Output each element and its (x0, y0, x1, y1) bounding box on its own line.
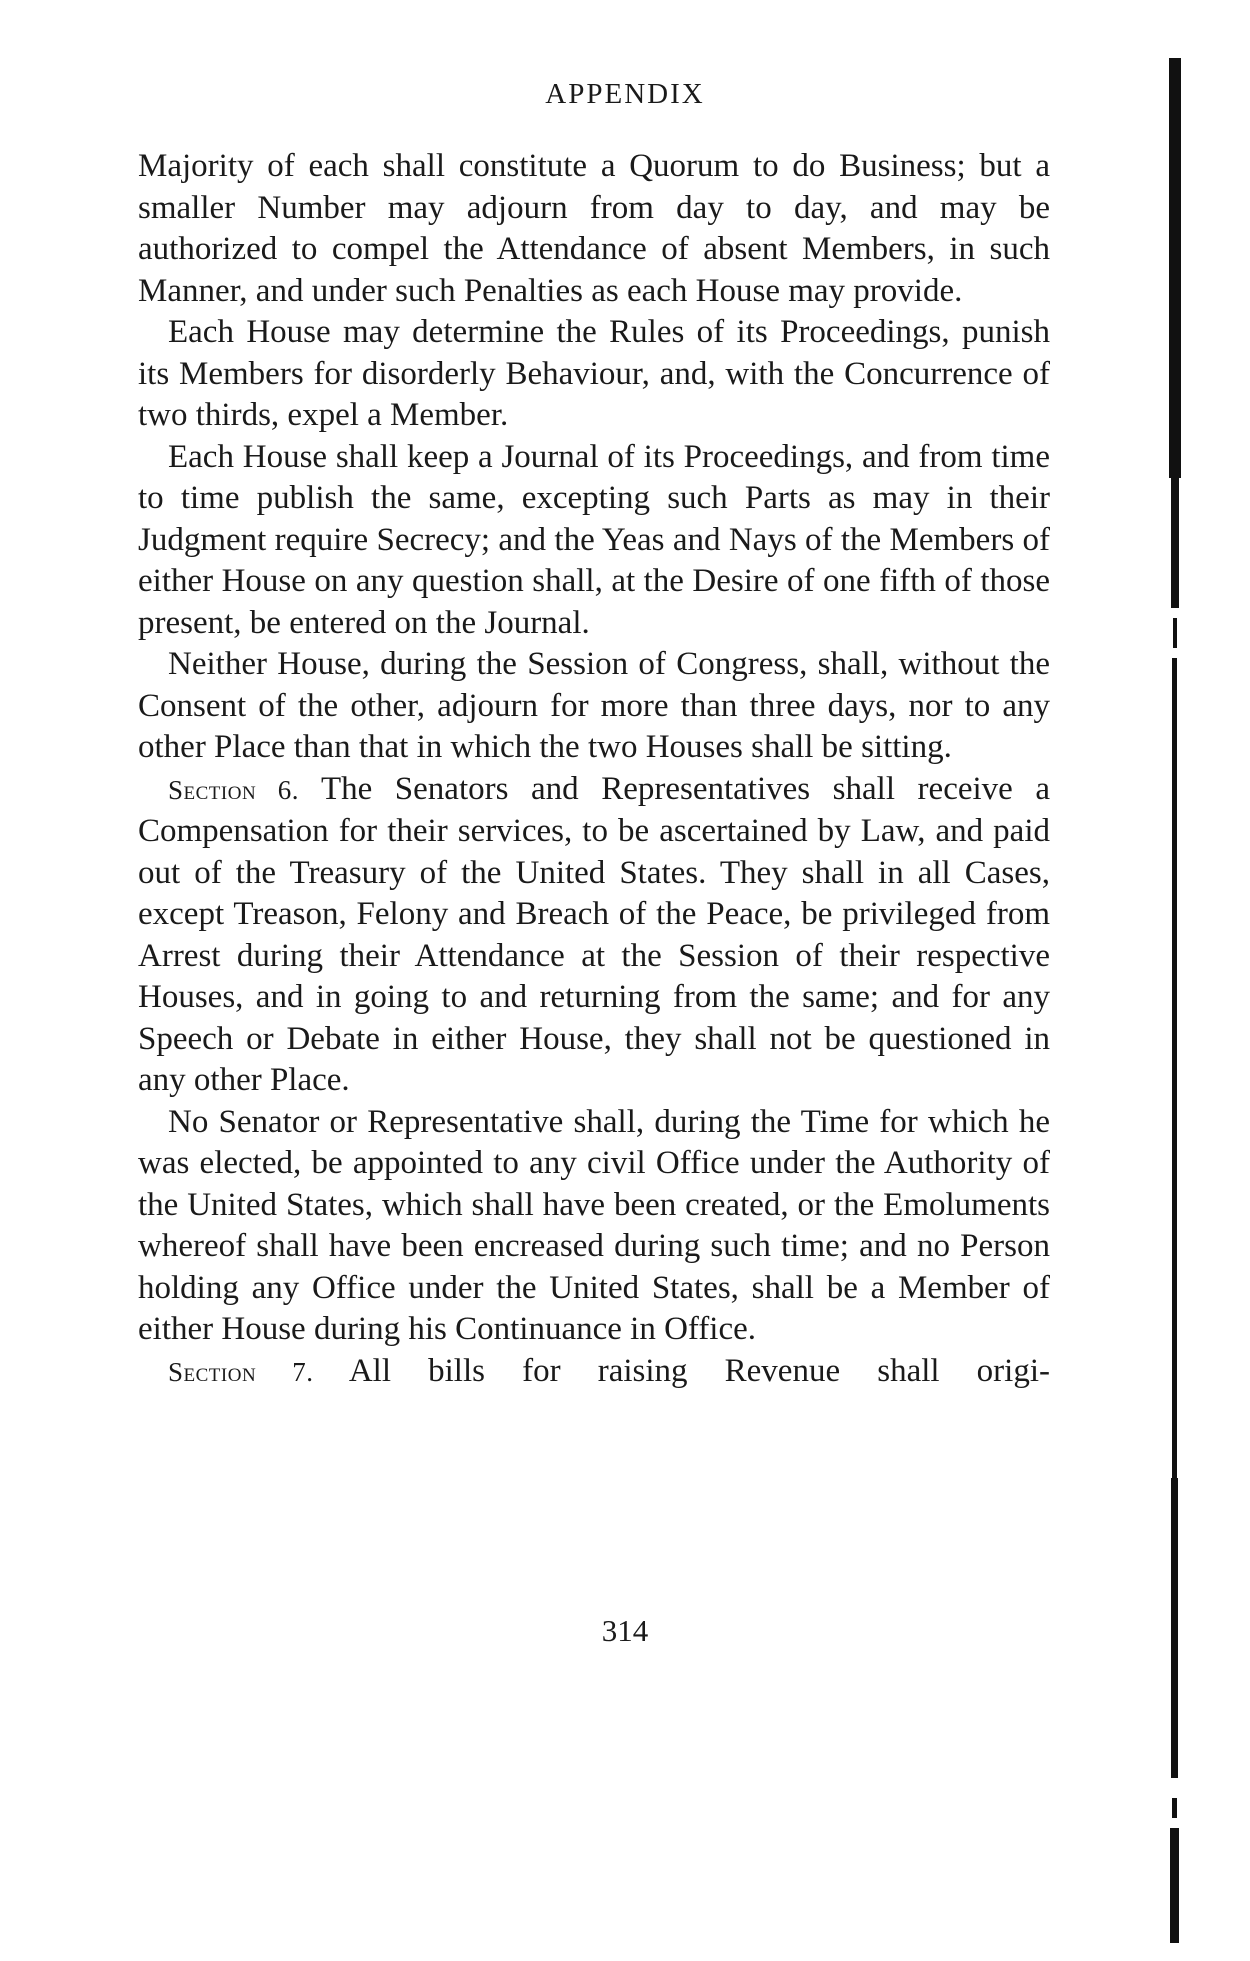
body-text (138, 146, 1050, 1393)
binding-edge-shadow (1163, 58, 1187, 1943)
page-number: 314 (601, 1613, 649, 1648)
section-text: The Senators and Representatives shall receive a Compensation for their services, to be ascertained by Law, and paid out of the Treasury of the United States. They shall in all Cases, except Treason, Felony and Breach of the Peace, be privileged from Arrest during their Attendance at the Session of their respective Houses, and in going to and returning from the same; and for any Speech or Debate in either House, they shall not be questioned in any other Place. (138, 770, 1050, 1098)
paragraph-incompatibility: No Senator or Representative shall, during the Time for which he was elected, be appointed to any civil Office under the Authority of the United States, which shall have been created, or the Emoluments whereof shall have been encreased during such time; and no Person holding any Office under the United States, shall be a Member of either House during his Continuance in Office. (138, 1103, 1050, 1347)
paragraph-rules-of-proceedings: Each House may determine the Rules of its Proceedings, punish its Members for disorderly Behaviour, and, with the Concurrence of two thirds, expel a Member. (138, 314, 1050, 433)
running-head: APPENDIX (545, 78, 705, 110)
section-label: Section 6. (168, 774, 299, 805)
paragraph-adjournment: Neither House, during the Session of Congress, shall, without the Consent of the other, adjourn for more than three days, nor to any other Place than that in which the two Houses shall be sitting. (138, 646, 1050, 765)
paragraph-quorum: Majority of each shall constitute a Quorum to do Business; but a smaller Number may adjourn from day to day, and may be authorized to compel the Attendance of absent Members, in such Manner, and under such Penalties as each House may provide. (138, 148, 1050, 309)
section-label: Section 7. (168, 1356, 314, 1387)
section-text: All bills for raising Revenue shall origi- (313, 1352, 1050, 1389)
paragraph-journal: Each House shall keep a Journal of its Proceedings, and from time to time publish the same, excepting such Parts as may in their Judgment require Secrecy; and the Yeas and Nays of the Members of either House on any question shall, at the Desire of one fifth of those present, be entered on the Journal. (138, 438, 1050, 641)
paragraph-section-7 (138, 1351, 1050, 1394)
paragraph-section-6 (138, 769, 1050, 1102)
